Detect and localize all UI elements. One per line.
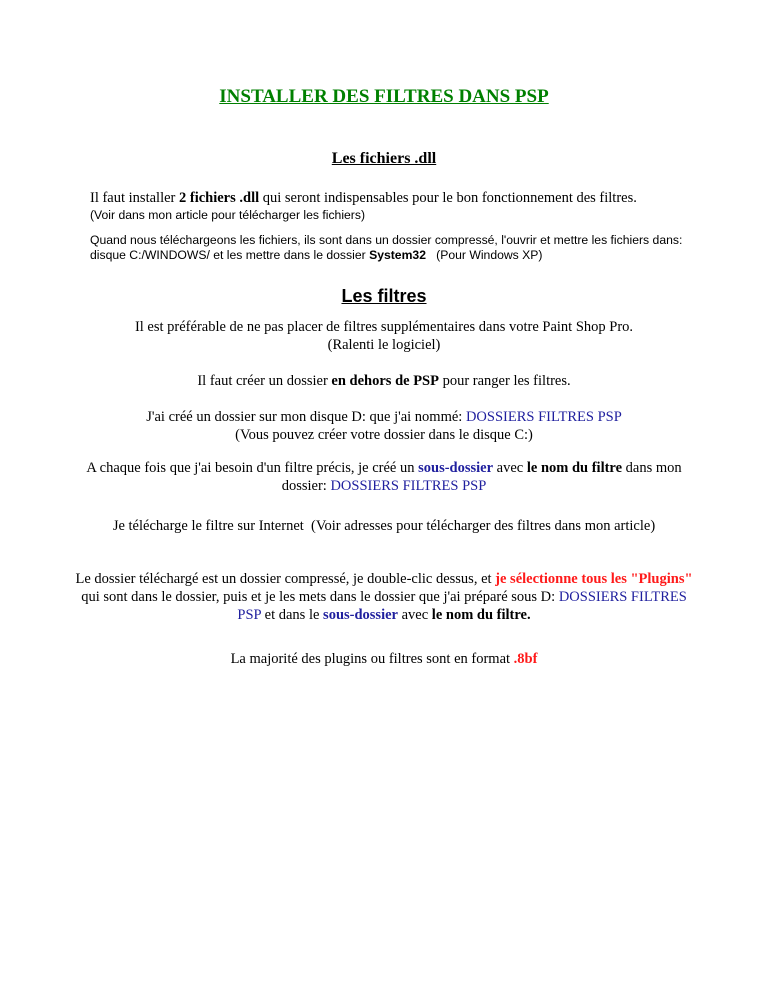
dll-paragraph-2: (Voir dans mon article pour télécharger les fichiers): [90, 208, 366, 222]
outside-psp-emphasis: en dehors de PSP: [331, 373, 439, 389]
folder-name: DOSSIERS FILTRES PSP: [237, 589, 687, 623]
filters-paragraph-5: Je télécharge le filtre sur Internet (Voir adresses pour télécharger des filtres dans mon article): [112, 518, 656, 534]
subfolder-emphasis: sous-dossier: [418, 460, 494, 476]
filters-section-heading: Les filtres: [341, 286, 427, 306]
subfolder-emphasis: sous-dossier: [323, 607, 398, 623]
filter-name-emphasis: le nom du filtre.: [431, 607, 531, 623]
filters-paragraph-6: Le dossier téléchargé est un dossier compressé, je double-clic dessus, et je sélectionne tous les "Plugins" qui sont dans le dossier, puis et je les mets dans le dossier que j'ai préparé sous D: DOSSIERS FILTRES PSP et dans le sous-dossier avec le nom du filtre.: [75, 571, 693, 623]
dll-section-heading: Les fichiers .dll: [331, 150, 437, 167]
dll-count-emphasis: 2 fichiers .dll: [178, 190, 260, 206]
folder-name: DOSSIERS FILTRES PSP: [330, 478, 487, 494]
filters-paragraph-1: Il est préférable de ne pas placer de filtres supplémentaires dans votre Paint Shop Pro. (Ralenti le logiciel): [134, 319, 634, 353]
select-plugins-emphasis: je sélectionne tous les "Plugins": [495, 571, 693, 587]
folder-name: DOSSIERS FILTRES PSP: [465, 409, 622, 425]
filters-paragraph-4: A chaque fois que j'ai besoin d'un filtre précis, je créé un sous-dossier avec le nom du filtre dans mon dossier: DOSSIERS FILTRES PSP: [86, 460, 682, 494]
dll-paragraph-1: Il faut installer 2 fichiers .dll qui seront indispensables pour le bon fonctionnement des filtres.: [90, 190, 637, 206]
page-title: INSTALLER DES FILTRES DANS PSP: [219, 86, 549, 107]
dll-paragraph-3: Quand nous téléchargeons les fichiers, ils sont dans un dossier compressé, l'ouvrir et mettre les fichiers dans: disque C:/WINDOWS/ et les mettre dans le dossier System32 (Pour Windows XP): [90, 233, 683, 262]
filters-paragraph-3: J'ai créé un dossier sur mon disque D: que j'ai nommé: DOSSIERS FILTRES PSP (Vous pouvez créer votre dossier dans le disque C:): [146, 409, 622, 443]
filters-paragraph-7: La majorité des plugins ou filtres sont en format .8bf: [230, 651, 538, 667]
system32-emphasis: System32: [369, 248, 426, 262]
filters-paragraph-2: Il faut créer un dossier en dehors de PSP pour ranger les filtres.: [197, 373, 571, 389]
filter-name-emphasis: le nom du filtre: [526, 460, 623, 476]
file-extension-emphasis: .8bf: [513, 651, 538, 667]
